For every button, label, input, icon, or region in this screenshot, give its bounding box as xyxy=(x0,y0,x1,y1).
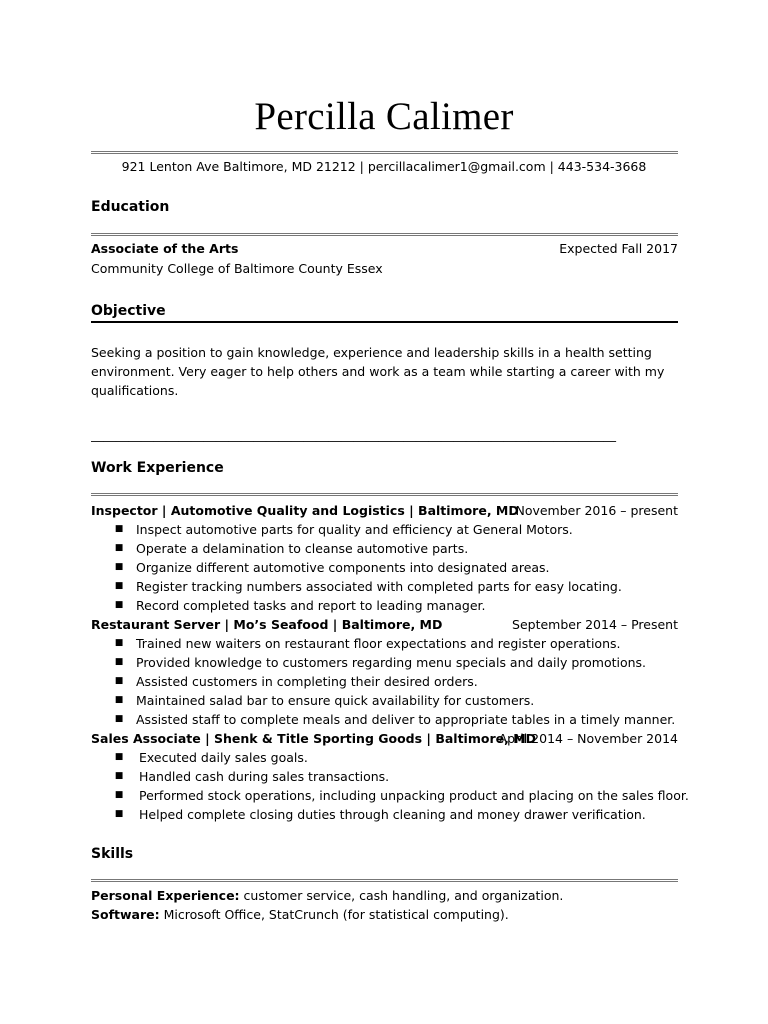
job-bullet-list xyxy=(114,634,675,729)
skills-software-label: Software: xyxy=(91,907,160,922)
job-bullet-list xyxy=(114,748,689,824)
job-dates: November 2016 – present xyxy=(515,503,678,518)
job-bullet: ■ Provided knowledge to customers regarding menu specials and daily promotions. xyxy=(114,655,647,670)
job-bullet: ■ Helped complete closing duties through cleaning and money drawer verification. xyxy=(114,807,646,822)
education-heading: Education xyxy=(91,199,170,215)
bullet-icon: ■ xyxy=(114,676,124,686)
bullet-icon: ■ xyxy=(114,771,124,781)
contact-line: 921 Lenton Ave Baltimore, MD 21212 | percillacalimer1@gmail.com | 443-534-3668 xyxy=(121,159,647,174)
bullet-icon: ■ xyxy=(114,790,124,800)
job-dates: September 2014 – Present xyxy=(512,617,678,632)
objective-divider xyxy=(91,321,678,323)
underscore-separator: ____________________________________________________________________________________ xyxy=(91,427,616,442)
bullet-icon: ■ xyxy=(114,695,124,705)
job-bullet: ■ Record completed tasks and report to leading manager. xyxy=(114,598,486,613)
bullet-icon: ■ xyxy=(114,524,124,534)
skills-heading: Skills xyxy=(91,846,134,862)
skills-personal-label: Personal Experience: xyxy=(91,888,240,903)
job-title: Restaurant Server | Mo’s Seafood | Baltimore, MD xyxy=(91,617,443,632)
objective-line: qualifications. xyxy=(91,383,179,398)
skills-personal-value: customer service, cash handling, and organization. xyxy=(239,888,564,903)
skills-divider xyxy=(91,879,678,882)
education-degree: Associate of the Arts xyxy=(91,241,239,256)
bullet-icon: ■ xyxy=(114,543,124,553)
job-dates: April 2014 – November 2014 xyxy=(498,731,678,746)
job-bullet: ■ Performed stock operations, including unpacking product and placing on the sales floor. xyxy=(114,788,689,803)
bullet-icon: ■ xyxy=(114,752,124,762)
job-bullet: ■ Assisted staff to complete meals and deliver to appropriate tables in a timely manner. xyxy=(114,712,676,727)
job-bullet: ■ Organize different automotive components into designated areas. xyxy=(114,560,550,575)
job-title: Sales Associate | Shenk & Title Sporting Goods | Baltimore, MD xyxy=(91,731,537,746)
skills-personal xyxy=(91,886,563,905)
objective-heading: Objective xyxy=(91,303,166,319)
header-divider xyxy=(91,151,678,154)
job-bullet: ■ Executed daily sales goals. xyxy=(114,750,308,765)
skills-software-value: Microsoft Office, StatCrunch (for statistical computing). xyxy=(159,907,509,922)
education-divider xyxy=(91,233,678,236)
education-date: Expected Fall 2017 xyxy=(559,241,678,256)
bullet-icon: ■ xyxy=(114,581,124,591)
work-heading: Work Experience xyxy=(91,460,224,476)
job-bullet: ■ Maintained salad bar to ensure quick availability for customers. xyxy=(114,693,535,708)
job-bullet: ■ Handled cash during sales transactions. xyxy=(114,769,390,784)
job-bullet: ■ Assisted customers in completing their desired orders. xyxy=(114,674,478,689)
education-school: Community College of Baltimore County Essex xyxy=(91,261,383,276)
job-bullet: ■ Register tracking numbers associated with completed parts for easy locating. xyxy=(114,579,622,594)
objective-line: environment. Very eager to help others and work as a team while starting a career with my xyxy=(91,364,665,379)
bullet-icon: ■ xyxy=(114,562,124,572)
bullet-icon: ■ xyxy=(114,809,124,819)
job-bullet: ■ Operate a delamination to cleanse automotive parts. xyxy=(114,541,469,556)
work-divider xyxy=(91,493,678,496)
skills-software xyxy=(91,905,509,924)
bullet-icon: ■ xyxy=(114,657,124,667)
bullet-icon: ■ xyxy=(114,600,124,610)
bullet-icon: ■ xyxy=(114,714,124,724)
job-bullet-list xyxy=(114,520,622,615)
job-title: Inspector | Automotive Quality and Logistics | Baltimore, MD xyxy=(91,503,519,518)
resume-name: Percilla Calimer xyxy=(254,95,514,138)
job-bullet: ■ Trained new waiters on restaurant floor expectations and register operations. xyxy=(114,636,621,651)
job-bullet: ■ Inspect automotive parts for quality and efficiency at General Motors. xyxy=(114,522,573,537)
bullet-icon: ■ xyxy=(114,638,124,648)
objective-line: Seeking a position to gain knowledge, experience and leadership skills in a health setting xyxy=(91,345,652,360)
